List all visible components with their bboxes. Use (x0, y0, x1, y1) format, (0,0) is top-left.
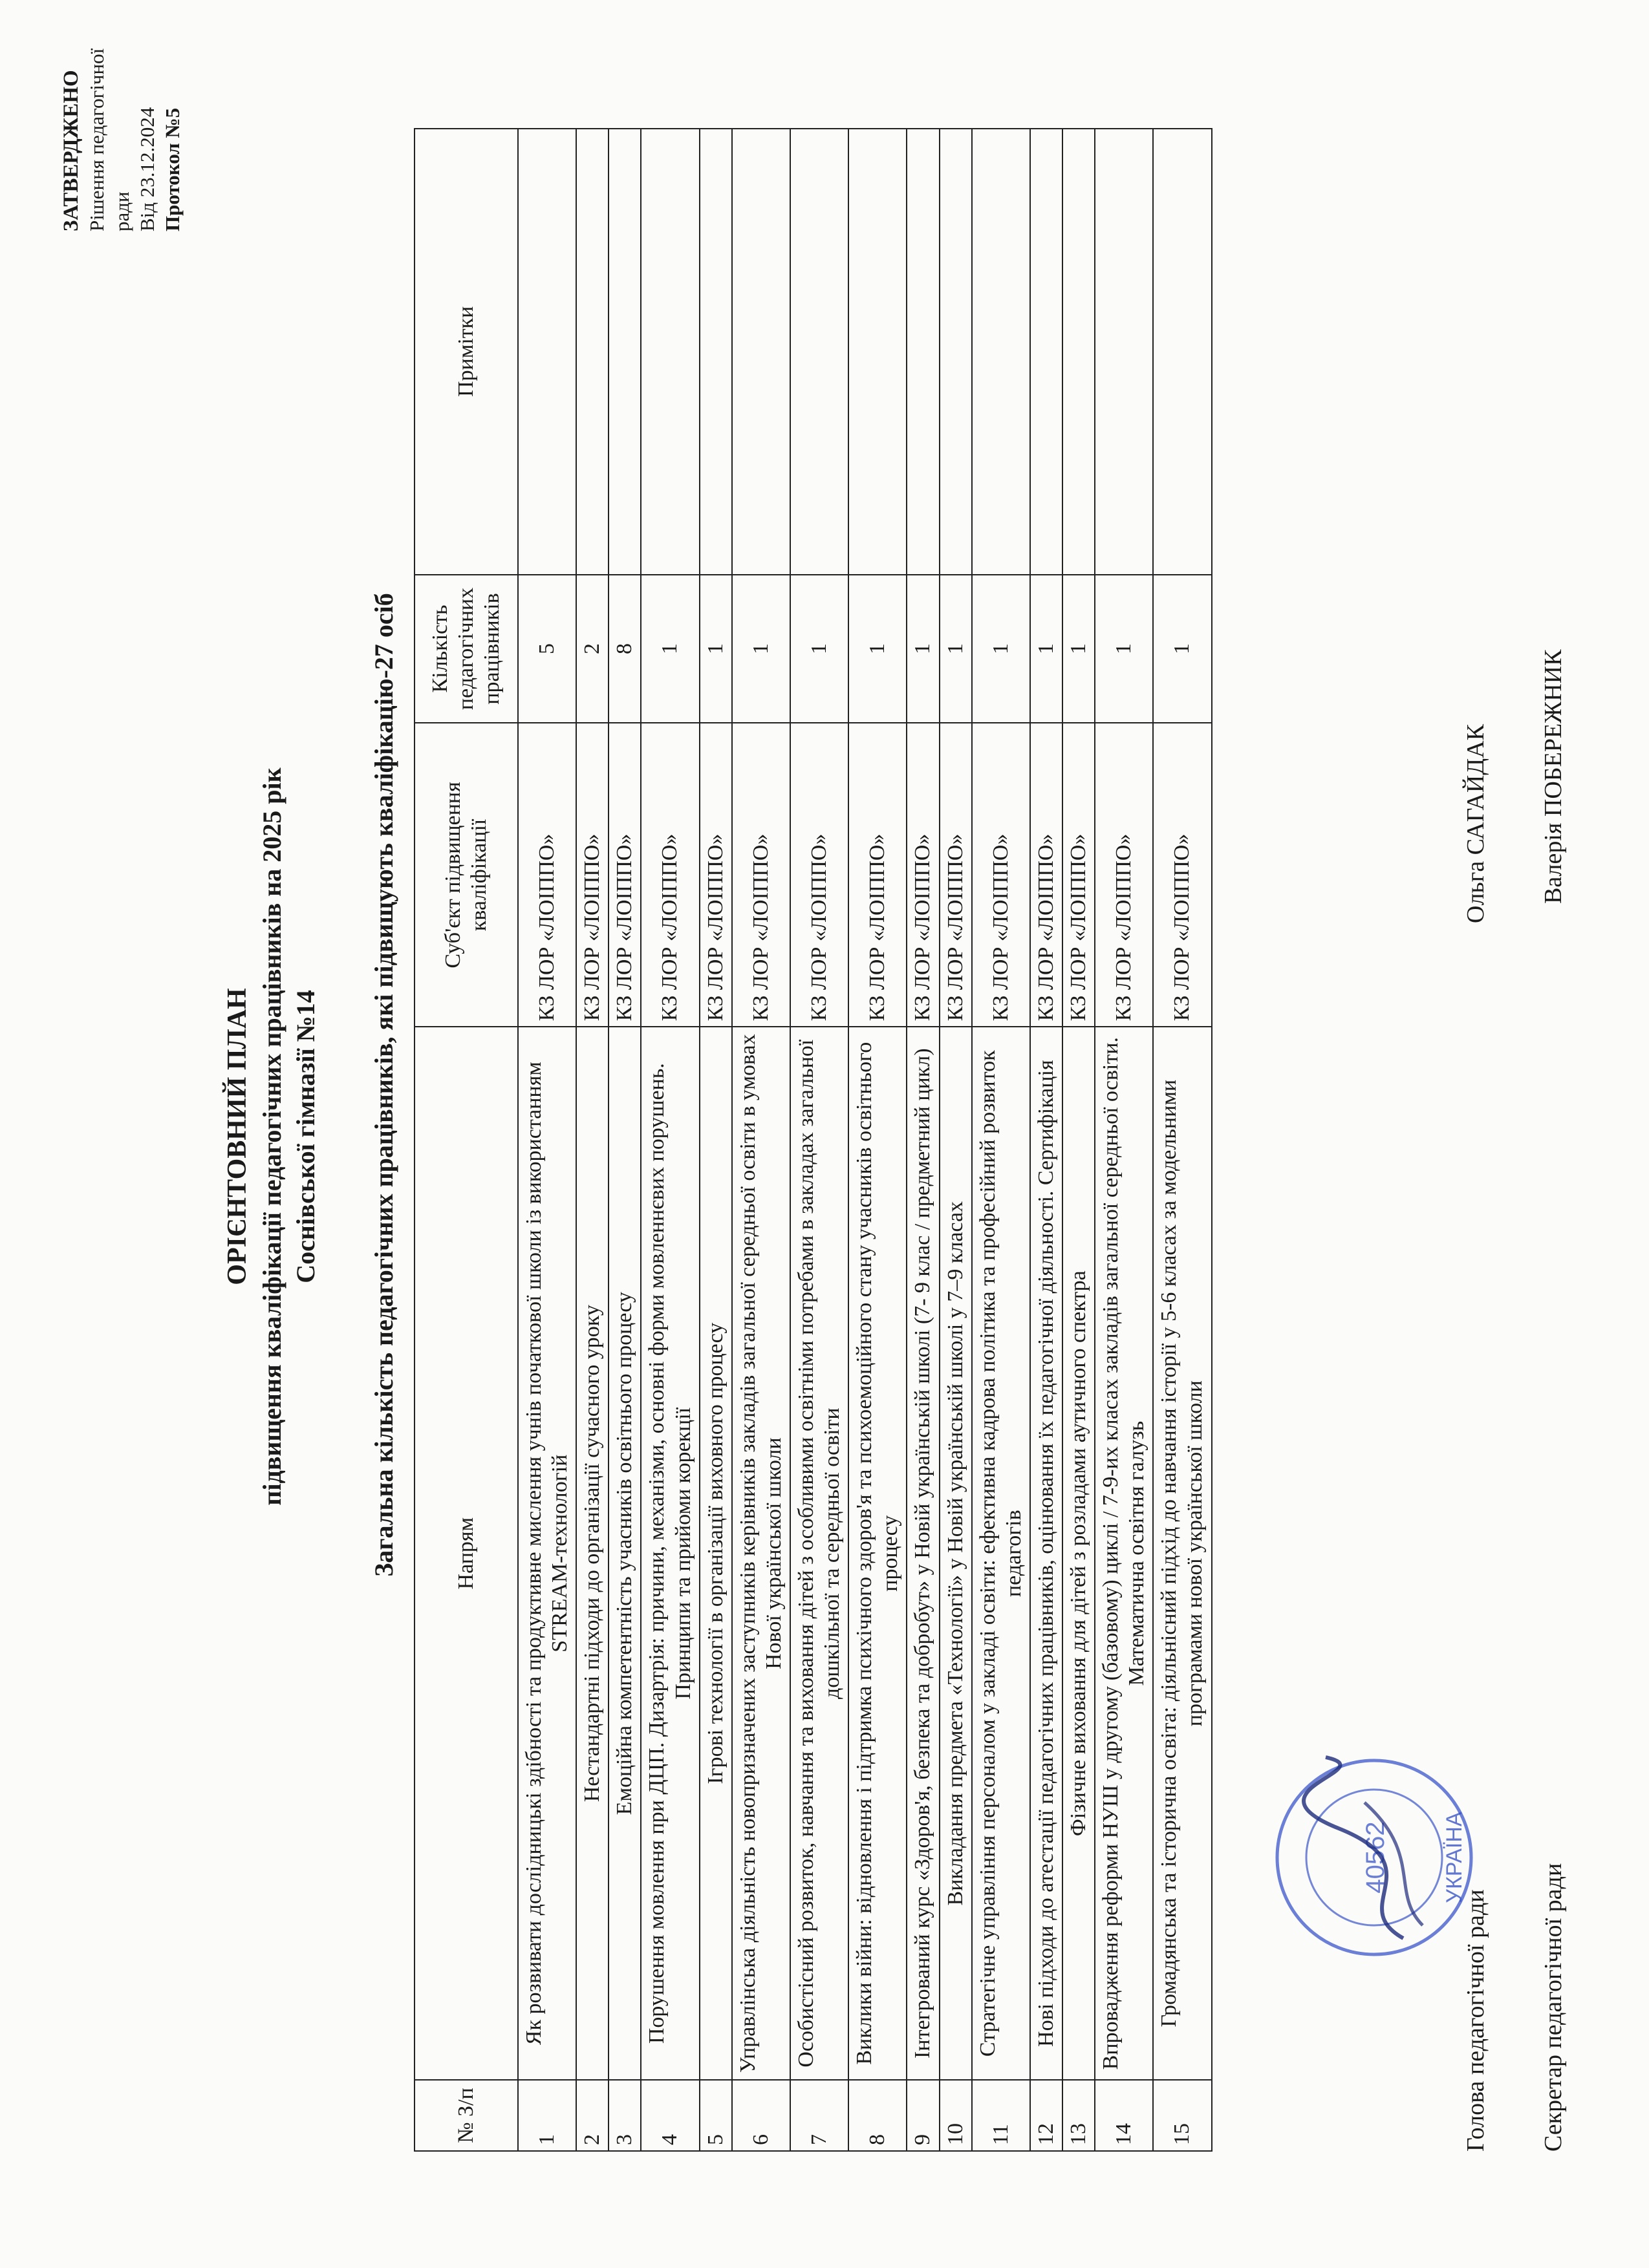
row-subject: КЗ ЛОР «ЛОІППО» (972, 723, 1030, 1027)
row-count: 5 (518, 575, 576, 723)
approval-protocol: Протокол №5 (160, 107, 184, 231)
row-subject: КЗ ЛОР «ЛОІППО» (732, 723, 790, 1027)
row-note (518, 129, 576, 575)
head-name: Ольга САГАЙДАК (1462, 723, 1489, 923)
row-number: 14 (1095, 2080, 1153, 2151)
header-subject: Суб'єкт підвищення кваліфікації (415, 723, 518, 1027)
row-direction: Емоційна компетентність учасників освітнього процесу (609, 1027, 641, 2080)
row-subject: КЗ ЛОР «ЛОІППО» (576, 723, 609, 1027)
row-direction: Порушення мовлення при ДЦП. Дизартрія: причини, механізми, основні форми мовленнєвих порушень. Принципи та прийоми корекції (641, 1027, 699, 2080)
row-count: 1 (907, 575, 939, 723)
plan-table (414, 128, 1212, 2152)
table-row (609, 129, 641, 2151)
row-direction: Викладання предмета «Технології» у Новій українській школі у 7–9 класах (940, 1027, 972, 2080)
row-subject: КЗ ЛОР «ЛОІППО» (1095, 723, 1153, 1027)
header-direction: Напрям (415, 1027, 518, 2080)
row-direction: Впровадження реформи НУШ у другому (базовому) циклі / 7-9-их класах закладів загальної середньої освіти. Математична освітня галузь (1095, 1027, 1153, 2080)
row-direction: Громадянська та історична освіта: діяльнісний підхід до навчання історії у 5-6 класах за модельними програмами нової української школи (1153, 1027, 1211, 2080)
row-number: 13 (1062, 2080, 1095, 2151)
row-note (907, 129, 939, 575)
row-direction: Стратегічне управління персоналом у закладі освіти: ефективна кадрова політика та професійний розвиток педагогів (972, 1027, 1030, 2080)
row-subject: КЗ ЛОР «ЛОІППО» (940, 723, 972, 1027)
table-row (790, 129, 848, 2151)
row-count: 1 (1062, 575, 1095, 723)
signatures-block (1461, 212, 1591, 2152)
row-note (790, 129, 848, 575)
school-name: Соснівської гімназії №14 (290, 990, 320, 1283)
row-note (732, 129, 790, 575)
table-row (907, 129, 939, 2151)
table-row (576, 129, 609, 2151)
row-note (576, 129, 609, 575)
row-count: 1 (972, 575, 1030, 723)
header-notes: Примітки (415, 129, 518, 575)
document-title-block (220, 199, 323, 2074)
table-row (1030, 129, 1062, 2151)
row-direction: Управлінська діяльність новопризначених заступників керівників закладів загальної середньої освіти в умовах Нової української школи (732, 1027, 790, 2080)
row-note (1030, 129, 1062, 575)
row-subject: КЗ ЛОР «ЛОІППО» (790, 723, 848, 1027)
stamp-country: УКРАЇНА (1442, 1812, 1467, 1903)
row-subject: КЗ ЛОР «ЛОІППО» (609, 723, 641, 1027)
row-number: 3 (609, 2080, 641, 2151)
row-number: 11 (972, 2080, 1030, 2151)
row-note (972, 129, 1030, 575)
row-subject: КЗ ЛОР «ЛОІППО» (641, 723, 699, 1027)
row-subject: КЗ ЛОР «ЛОІППО» (518, 723, 576, 1027)
row-count: 2 (576, 575, 609, 723)
row-number: 9 (907, 2080, 939, 2151)
row-subject: КЗ ЛОР «ЛОІППО» (1153, 723, 1211, 1027)
header-number: № З/п (415, 2080, 518, 2151)
row-number: 7 (790, 2080, 848, 2151)
document-title: ОРІЄНТОВНИЙ ПЛАН (222, 988, 252, 1285)
row-number: 4 (641, 2080, 699, 2151)
table-row (732, 129, 790, 2151)
header-count: Кількість педагогічних працівників (415, 575, 518, 723)
row-number: 8 (848, 2080, 907, 2151)
secretary-name: Валерія ПОБЕРЕЖНИК (1540, 649, 1567, 904)
row-note (700, 129, 732, 575)
row-direction: Нові підходи до атестації педагогічних працівників, оцінювання їх педагогічної діяльності. Сертифікація (1030, 1027, 1062, 2080)
row-number: 1 (518, 2080, 576, 2151)
row-direction: Нестандартні підходи до організації сучасного уроку (576, 1027, 609, 2080)
row-number: 2 (576, 2080, 609, 2151)
row-count: 1 (1153, 575, 1211, 723)
table-row (1095, 129, 1153, 2151)
row-note (1095, 129, 1153, 575)
document-subtitle: підвищення кваліфікації педагогічних працівників на 2025 рік (257, 767, 286, 1506)
table-row (940, 129, 972, 2151)
row-count: 1 (732, 575, 790, 723)
row-direction: Як розвивати дослідницькі здібності та продуктивне мислення учнів початкової школи із використанням STREAM-технологій (518, 1027, 576, 2080)
table-row (641, 129, 699, 2151)
approval-date: Від 23.12.2024 (135, 107, 158, 231)
row-direction: Особистісний розвиток, навчання та виховання дітей з особливими освітніми потребами в закладах загальної дошкільної та середньої освіти (790, 1027, 848, 2080)
approval-title: ЗАТВЕРДЖЕНО (59, 70, 83, 231)
table-row (518, 129, 576, 2151)
row-count: 1 (940, 575, 972, 723)
row-count: 1 (641, 575, 699, 723)
secretary-signature-row (1539, 212, 1591, 2152)
table-row (1062, 129, 1095, 2151)
row-direction: Ігрові технології в організації виховного процесу (700, 1027, 732, 2080)
row-number: 5 (700, 2080, 732, 2151)
row-note (1153, 129, 1211, 575)
row-direction: Виклики війни: відновлення і підтримка психічного здоров'я та психоемоційного стану учасників освітнього процесу (848, 1027, 907, 2080)
table-row (972, 129, 1030, 2151)
row-note (848, 129, 907, 575)
row-direction: Фізичне виховання для дітей з розладами аутичного спектра (1062, 1027, 1095, 2080)
row-count: 1 (848, 575, 907, 723)
row-count: 1 (700, 575, 732, 723)
official-stamp (1267, 1751, 1481, 1964)
plan-table-body (518, 129, 1212, 2151)
row-count: 1 (790, 575, 848, 723)
approval-decision: Рішення педагогічної ради (85, 48, 133, 231)
row-subject: КЗ ЛОР «ЛОІППО» (1062, 723, 1095, 1027)
table-header-row (415, 129, 518, 2151)
table-row (848, 129, 907, 2151)
row-number: 10 (940, 2080, 972, 2151)
table-row (700, 129, 732, 2151)
row-note (641, 129, 699, 575)
row-subject: КЗ ЛОР «ЛОІППО» (848, 723, 907, 1027)
row-note (1062, 129, 1095, 575)
approval-block (58, 25, 185, 231)
head-role: Голова педагогічної ради (1462, 1889, 1489, 2152)
row-subject: КЗ ЛОР «ЛОІППО» (907, 723, 939, 1027)
secretary-role: Секретар педагогічної ради (1540, 1863, 1567, 2152)
row-number: 12 (1030, 2080, 1062, 2151)
approval-date-protocol (135, 25, 186, 231)
total-count-line: Загальна кількість педагогічних працівників, які підвищують кваліфікацію-27 осіб (369, 593, 398, 1577)
row-note (609, 129, 641, 575)
table-row (1153, 129, 1211, 2151)
row-note (940, 129, 972, 575)
stamp-code: 40562 (1361, 1821, 1390, 1894)
row-subject: КЗ ЛОР «ЛОІППО» (700, 723, 732, 1027)
row-number: 6 (732, 2080, 790, 2151)
row-count: 8 (609, 575, 641, 723)
row-direction: Інтегрований курс «Здоров'я, безпека та добробут» у Новій українській школі (7- 9 клас / предметний цикл) (907, 1027, 939, 2080)
row-count: 1 (1030, 575, 1062, 723)
row-number: 15 (1153, 2080, 1211, 2151)
row-count: 1 (1095, 575, 1153, 723)
row-subject: КЗ ЛОР «ЛОІППО» (1030, 723, 1062, 1027)
